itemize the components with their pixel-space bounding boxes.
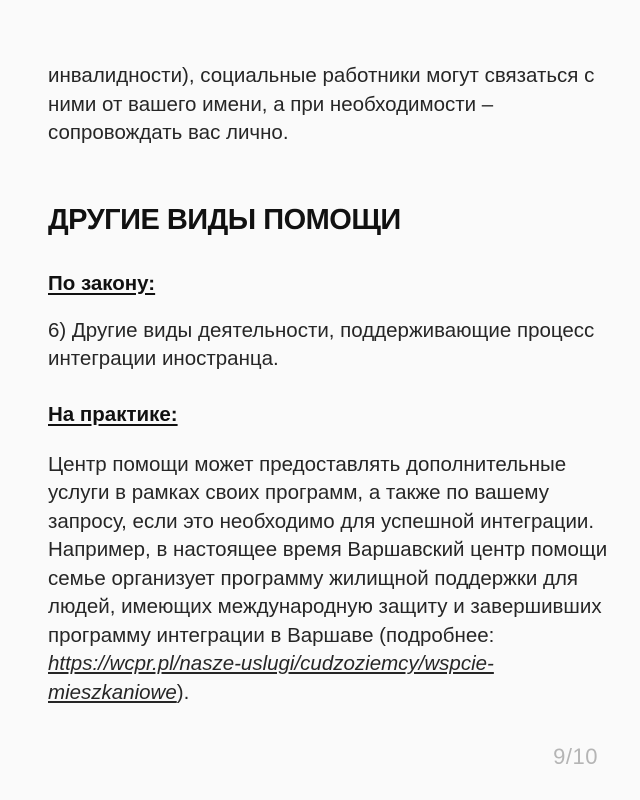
in-practice-label: На практике: [48, 402, 178, 426]
wcpr-link[interactable]: https://wcpr.pl/nasze-uslugi/cudzoziemcy/wspcie-mieszkaniowe [48, 652, 494, 704]
in-practice-text-start: Центр помощи может предоставлять дополнительные услуги в рамках своих программ, а также по вашему запросу, если это необходимо для успешной интеграции. Например, в настоящее время Варшавский центр помощи семье организует программу жилищной поддержки для людей, имеющих международную защиту и завершивших программу интеграции в Варшаве (подробнее: [48, 452, 608, 647]
page-content [48, 62, 608, 707]
in-practice-text-end: ). [176, 680, 190, 704]
by-law-label: По закону: [48, 271, 156, 295]
by-law-text: 6) Другие виды деятельности, поддерживающие процесс интеграции иностранца. [48, 318, 595, 370]
section-title: ДРУГИЕ ВИДЫ ПОМОЩИ [48, 203, 401, 236]
intro-paragraph: инвалидности), социальные работники могут связаться с ними от вашего имени, а при необходимости – сопровождать вас лично. [48, 64, 595, 144]
in-practice-text [48, 451, 608, 708]
page-number: 9/10 [553, 744, 598, 769]
